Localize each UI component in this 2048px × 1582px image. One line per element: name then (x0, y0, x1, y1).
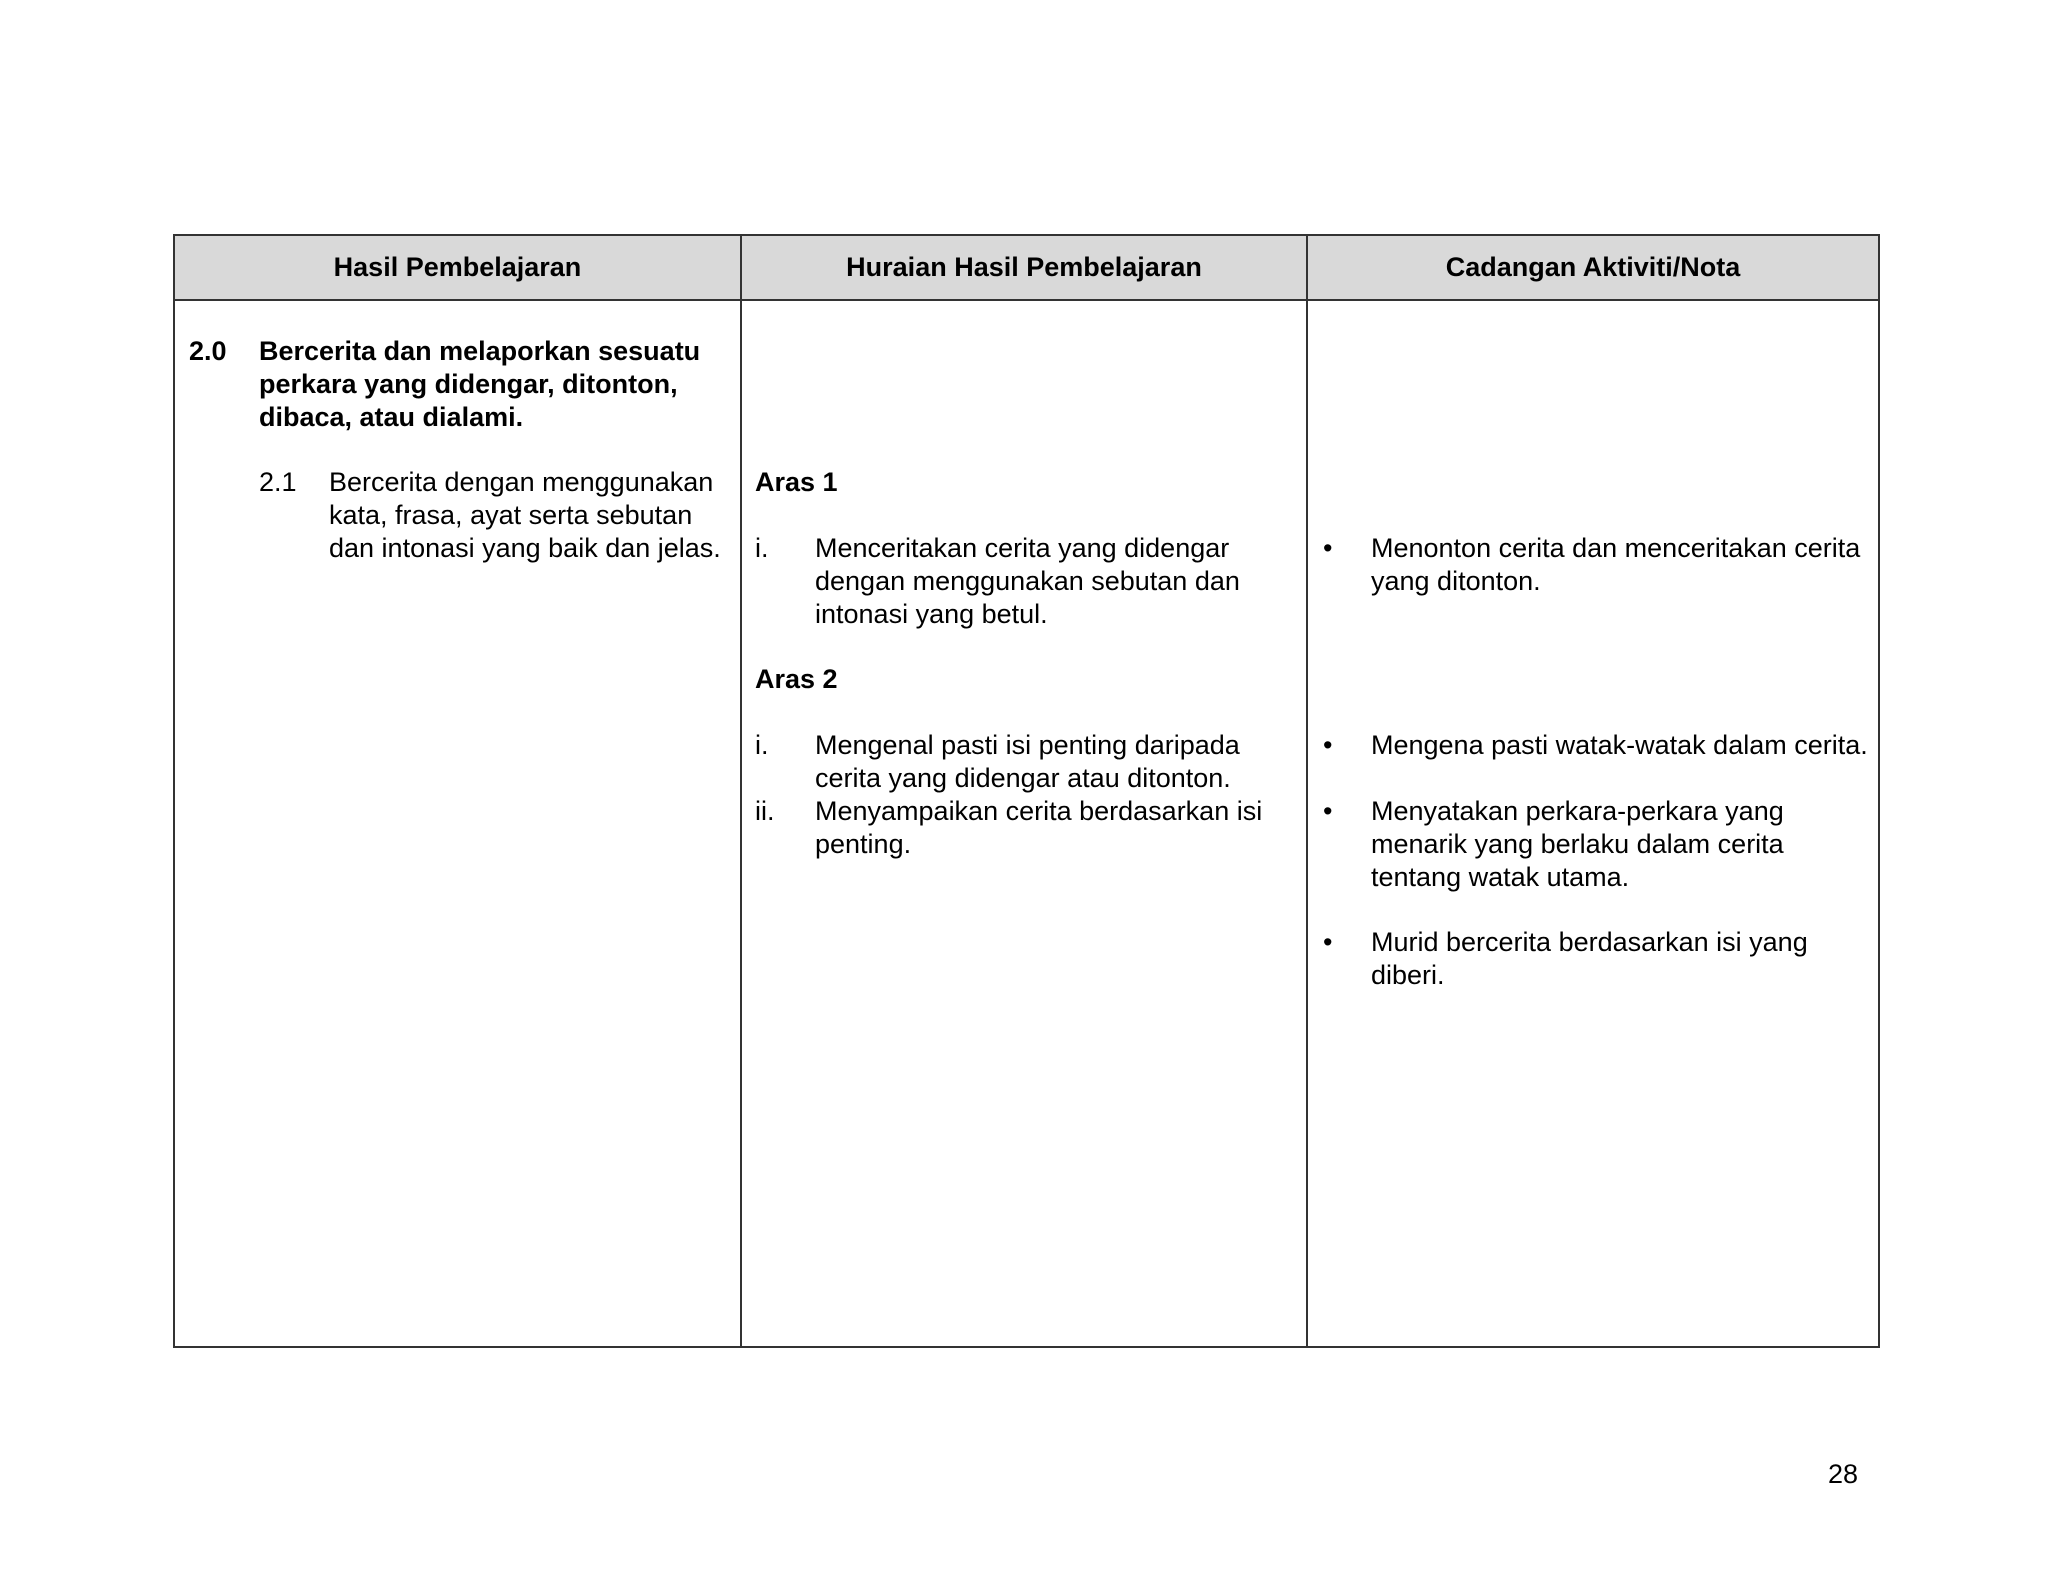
level-heading: Aras 1 (755, 467, 838, 497)
outcome-main-text: Bercerita dan melaporkan sesuatu perkara yang didengar, ditonton, dibaca, atau dialami. (259, 336, 701, 432)
page-number: 28 (1828, 1459, 1859, 1489)
list-item: Mengenal pasti isi penting daripada cerita yang didengar atau ditonton. (815, 730, 1240, 793)
header-cadangan-aktiviti: Cadangan Aktiviti/Nota (1445, 252, 1741, 282)
outcome-main-number: 2.0 (189, 336, 227, 366)
bullet: • (1323, 730, 1333, 760)
list-marker: i. (755, 730, 769, 760)
list-item: Menceritakan cerita yang didengar dengan menggunakan sebutan dan intonasi yang betul. (815, 533, 1240, 629)
outcome-sub-number: 2.1 (259, 467, 297, 497)
list-item: Murid bercerita berdasarkan isi yang diberi. (1371, 927, 1808, 990)
list-item: Mengena pasti watak-watak dalam cerita. (1371, 730, 1868, 760)
bullet: • (1323, 796, 1333, 826)
curriculum-table (173, 234, 1880, 1348)
table-header-row (175, 236, 1878, 301)
header-huraian-hasil-pembelajaran: Huraian Hasil Pembelajaran (846, 252, 1202, 282)
list-marker: ii. (755, 796, 775, 826)
column-divider (1306, 236, 1308, 1346)
list-item: Menyatakan perkara-perkara yang menarik yang berlaku dalam cerita tentang watak utama. (1371, 796, 1784, 892)
column-divider (740, 236, 742, 1346)
bullet: • (1323, 533, 1333, 563)
level-heading: Aras 2 (755, 664, 838, 694)
list-marker: i. (755, 533, 769, 563)
header-hasil-pembelajaran: Hasil Pembelajaran (333, 252, 582, 282)
bullet: • (1323, 927, 1333, 957)
list-item: Menonton cerita dan menceritakan cerita yang ditonton. (1371, 533, 1861, 596)
list-item: Menyampaikan cerita berdasarkan isi penting. (815, 796, 1263, 859)
outcome-sub-text: Bercerita dengan menggunakan kata, frasa, ayat serta sebutan dan intonasi yang baik dan jelas. (329, 467, 721, 563)
